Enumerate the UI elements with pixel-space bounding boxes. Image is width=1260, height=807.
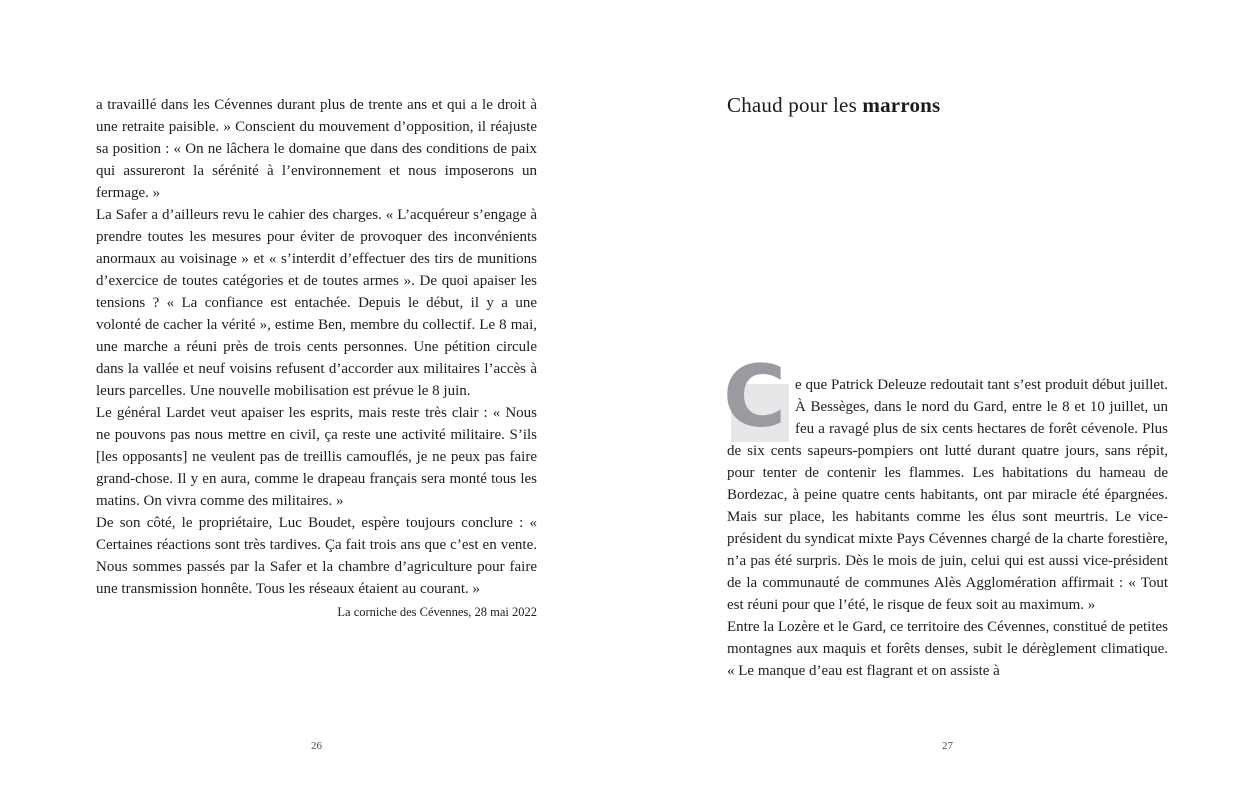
body-paragraph: a travaillé dans les Cévennes durant plus de trente ans et qui a le droit à une retraite paisible. » Conscient du mouvement d’opposition, il réajuste sa position : « On ne lâchera le domaine que dans des conditions de paix qui assureront la sérénité à l’environnement et nous imposerons un fermage. » bbox=[96, 97, 537, 201]
chapter-title bbox=[727, 92, 1168, 118]
body-paragraph bbox=[723, 347, 1168, 616]
right-page-text-column bbox=[723, 347, 1168, 682]
drop-cap bbox=[723, 347, 795, 447]
paragraph-text: e que Patrick Deleuze redoutait tant s’est produit début juillet. À Bessèges, dans le nord du Gard, entre le 8 et 10 juillet, un feu a ravagé plus de six cents hectares de forêt cévenole. Plus de six cents sapeurs-pompiers ont lutté durant quatre jours, sans répit, pour tenter de contenir les flammes. Les habitations du hameau de Bordezac, à peine quatre cents habitants, ont par miracle été épargnées. Mais sur place, les habitants comme les élus sont meurtris. Le vice-président du syndicat mixte Pays Cévennes chargé de la charte forestière, n’a pas été surpris. Dès le mois de juin, celui qui est aussi vice-président de la communauté de communes Alès Agglomération affirmait : « Tout est réuni pour que l’été, le risque de feux soit au maximum. » bbox=[727, 377, 1168, 613]
page-number: 26 bbox=[311, 740, 322, 752]
left-page-text-column bbox=[96, 94, 537, 620]
page-number: 27 bbox=[942, 740, 953, 752]
body-paragraph: La Safer a d’ailleurs revu le cahier des charges. « L’acquéreur s’engage à prendre toutes les mesures pour éviter de provoquer des inconvénients anormaux au voisinage » et « s’interdit d’effectuer des tirs de munitions d’exercice de toutes catégories et de toutes armes ». De quoi apaiser les tensions ? « La confiance est entachée. Depuis le début, il y a une volonté de cacher la vérité », estime Ben, membre du collectif. Le 8 mai, une marche a réuni près de trois cents personnes. Une pétition circule dans la vallée et neuf voisins refusent d’accorder aux militaires l’accès à leurs parcelles. Une nouvelle mobilisation est prévue le 8 juin. bbox=[96, 207, 537, 399]
drop-cap-letter: C bbox=[723, 347, 787, 447]
body-paragraph: Le général Lardet veut apaiser les esprits, mais reste très clair : « Nous ne pouvons pas nous mettre en civil, ça reste une activité militaire. S’ils [les opposants] ne veulent pas de treillis camouflés, je ne peux pas faire grand-chose. Il y en aura, comme le drapeau français sera monté tous les matins. On vivra comme des militaires. » bbox=[96, 405, 537, 509]
body-paragraph: De son côté, le propriétaire, Luc Boudet, espère toujours conclure : « Certaines réactions sont très tardives. Ça fait trois ans que c’est en vente. Nous sommes passés par la Safer et la chambre d’agriculture pour faire une transmission honnête. Tous les réseaux étaient au courant. » bbox=[96, 515, 537, 597]
attribution-line: La corniche des Cévennes, 28 mai 2022 bbox=[337, 605, 537, 619]
chapter-title-bold: marrons bbox=[862, 93, 941, 117]
chapter-title-regular: Chaud pour les bbox=[727, 93, 863, 117]
body-paragraph: Entre la Lozère et le Gard, ce territoire des Cévennes, constitué de petites montagnes aux maquis et forêts denses, subit le dérèglement climatique. « Le manque d’eau est flagrant et on assiste à bbox=[727, 619, 1168, 679]
